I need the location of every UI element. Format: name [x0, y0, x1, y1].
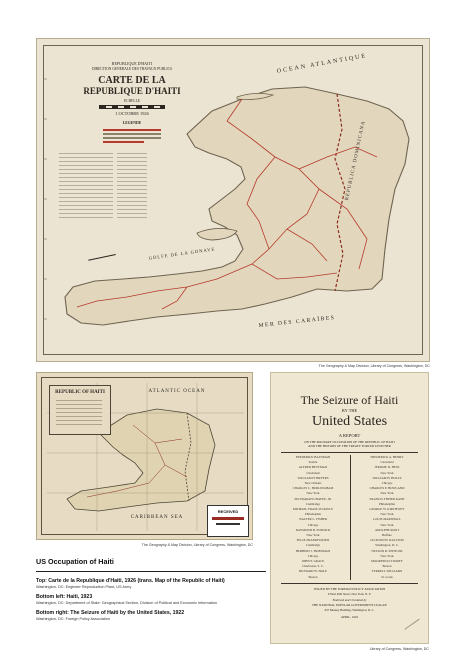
map-date: 1 OCTOBRE 1926: [115, 111, 149, 116]
doc-subtext2: AND THE HISTORY OF THE TREATY FORCED UPON HER: [308, 444, 391, 448]
doc-footer4: THE NATIONAL POPULAR GOVERNMENT LEAGUE: [312, 603, 387, 607]
doc-names-right: FREDERICK A. HENRY Cleveland JEROME N. HESS New York WILLIAM H. HOLLY Chicago CHARLES P. HOWLAND New York FRANCIS FISHER KANE Philadelphia GEORGE W. KIRCHWEY New York LOUIS MARSHALL New York ADOLPHE ROOT Buffalo JACKSON H. RALSTON Washington, D. C. NELSON R. SPENCER New York MOORFIELD STOREY Boston TERRELL WILLIAMS St. Louis: [369, 455, 405, 579]
doc-footer3: Endorsed and Circulated by: [332, 598, 367, 602]
map-gulf-label: GOLFE DE LA GONAVE: [148, 246, 216, 261]
map-title-line1: CARTE DE LA: [98, 75, 166, 86]
doc-footer6: APRIL, 1922: [340, 615, 359, 619]
doc-names-left: FREDERICK BAUSMAN Seattle ALFRED BETTMAN Cincinnati WILLIAM H. BRYERS New Orleans CHARLES C. BURLINGHAM New York ZECHARIAH CHAFEE, JR. Cambridge MICHAEL FRANCIS DOYLE Philadelphia WALTER L. FISHER Chicago RAYMOND B. FOSDICK New York FELIX FRANKFURTER Cambridge HERBERT J. FRIEDMAN Chicago JOHN P. GRACE Charleston, S. C. RICHARD W. HALE Boston: [292, 455, 334, 579]
caption-block: [36, 557, 266, 621]
bl-map-title-box: [49, 385, 111, 435]
bl-map-title: REPUBLIC OF HAITI: [55, 390, 105, 395]
map-scale-bar: [99, 105, 165, 109]
doc-by-the: BY THE: [341, 408, 358, 413]
map-republic-label: REPUBLICA DOMINICANA: [344, 120, 367, 202]
bottom-right-document-image: [270, 372, 429, 644]
bl-map-ocean-label: ATLANTIC OCEAN: [148, 389, 206, 394]
caption-item3-sub: Washington, DC: Foreign Policy Association: [36, 617, 110, 621]
top-map-credit: The Geography & Map Division, Library of Congress, Washington, DC: [318, 364, 430, 368]
doc-subtext1: ON THE MILITARY OCCUPATION OF THE REPUBLIC OF HAITI: [304, 440, 395, 444]
map-sea-label: MER DES CARAÏBES: [258, 314, 336, 330]
doc-footer2: 9 West 40th Street, New York, N. Y.: [327, 592, 372, 596]
bottom-left-map-image: [36, 372, 253, 540]
map-ocean-label: OCEAN ATLANTIQUE: [276, 53, 368, 75]
caption-item1-title: Top: Carte de la Republique d'Haiti, 1926 (trans. Map of the Republic of Haiti): [36, 578, 225, 584]
doc-footer1: ISSUED BY THE FOREIGN POLICY ASSOCIATION: [313, 587, 386, 591]
map-scale-label: ECHELLE: [124, 99, 140, 103]
caption-item3-title: Bottom right: The Seizure of Haiti by the United States, 1922: [36, 610, 185, 616]
caption-heading: US Occupation of Haiti: [36, 557, 114, 566]
doc-footer5: 637 Munsey Building, Washington, D. C.: [324, 608, 375, 612]
map-title-line2: REPUBLIQUE D'HAITI: [83, 86, 181, 96]
caption-item1-sub: Washington, DC: Engineer Reproduction Plant, US Army: [36, 585, 132, 589]
bl-map-received-stamp: [207, 505, 249, 537]
caption-item2-title: Bottom left: Haiti, 1923: [36, 594, 93, 600]
map-town-index: [59, 151, 113, 221]
doc-subtitle: A REPORT: [338, 433, 361, 438]
doc-title-line2: United States: [311, 414, 388, 429]
map-header-line1: REPUBLIQUE D'HAITI: [111, 61, 153, 66]
doc-title-line1: The Seizure of Haiti: [300, 393, 399, 407]
caption-divider: [36, 571, 266, 572]
map-legend-title: LEGENDE: [122, 121, 142, 125]
bl-map-credit: The Geography & Map Division, Library of Congress, Washington, DC: [141, 543, 253, 547]
map-legend: [103, 127, 161, 145]
caption-item2-sub: Washington, DC: Department of State: Geographical Section, Division of Political and Economic Information: [36, 601, 217, 605]
top-map-image: [36, 38, 430, 362]
map-town-index-2: [117, 151, 147, 221]
br-doc-credit: Library of Congress, Washington, DC: [369, 647, 429, 651]
bl-map-stamp-label: RECEIVED: [217, 509, 239, 514]
map-header-line2: DIRECTION GENERALE DES TRAVAUX PUBLICS: [91, 67, 173, 71]
bl-map-sea-label: CARIBBEAN SEA: [130, 515, 184, 520]
